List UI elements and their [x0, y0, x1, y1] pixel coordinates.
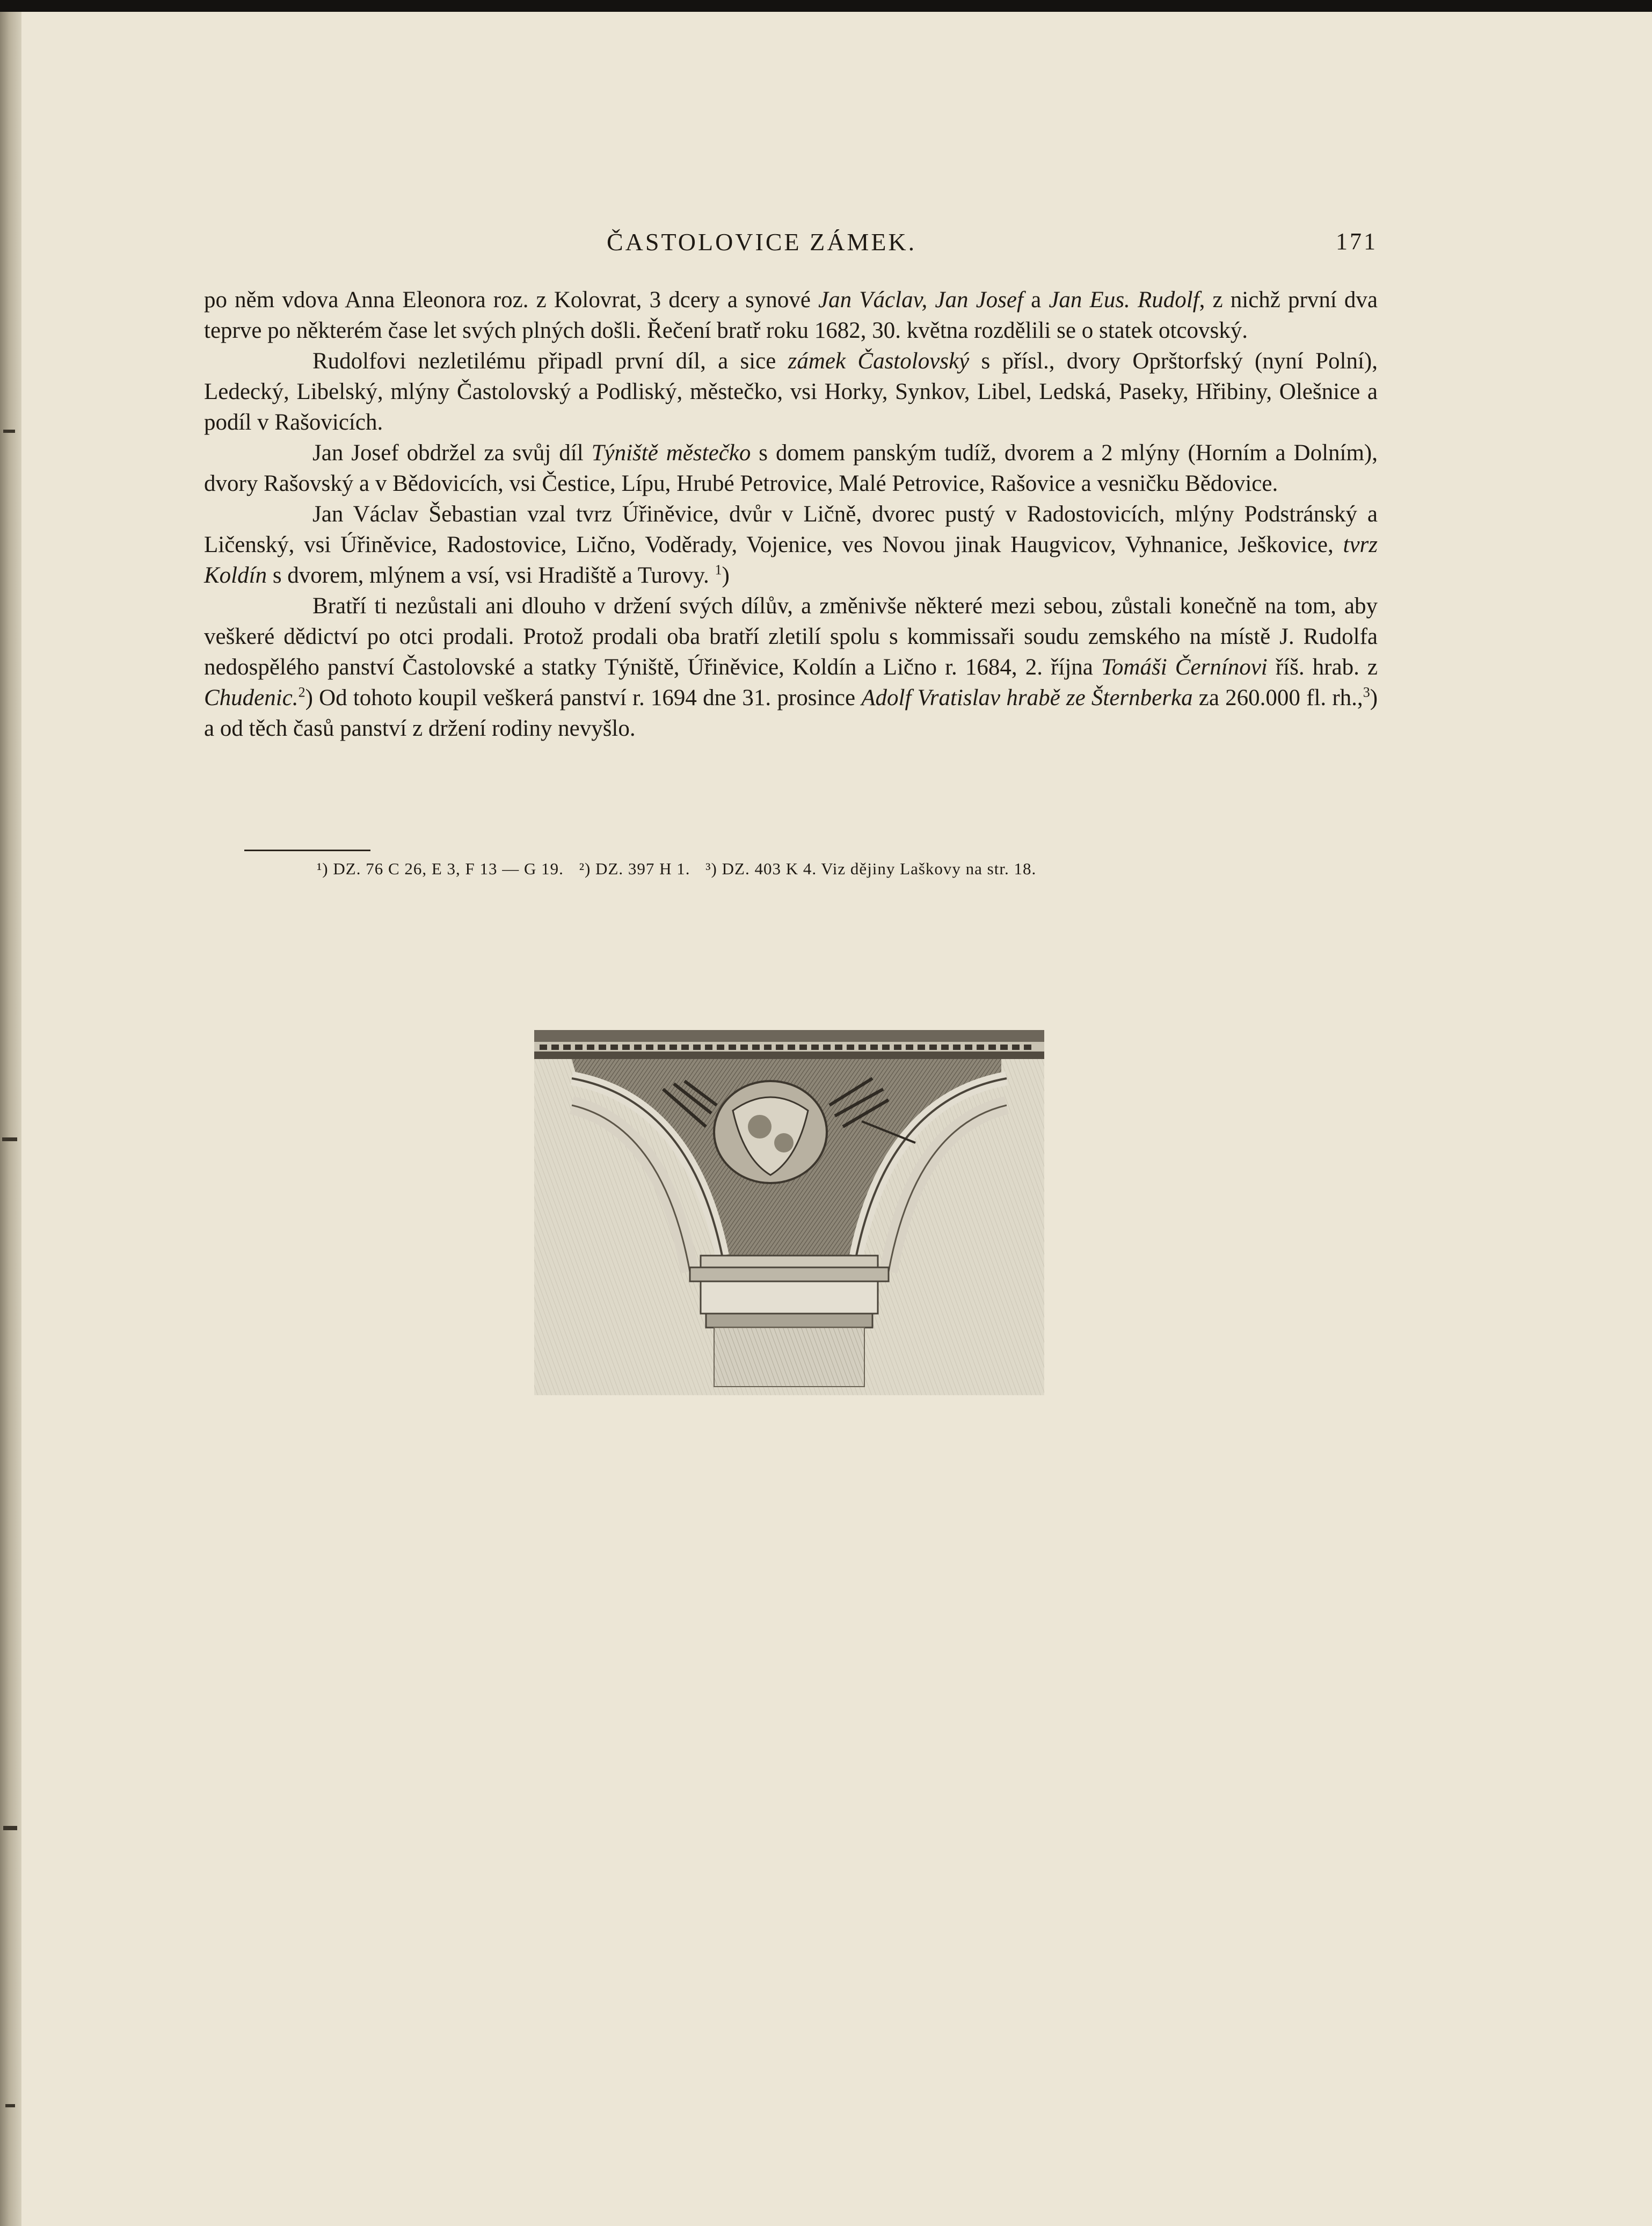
running-header: ČASTOLOVICE ZÁMEK. — [607, 228, 917, 256]
footnotes — [317, 859, 1283, 879]
italic-name: tvrz Koldín — [204, 532, 1378, 588]
edge-mark — [2, 1137, 17, 1141]
page-binding-edge — [0, 12, 21, 2226]
capital-engraving — [529, 1019, 1050, 1395]
paragraph: Jan Josef obdržel za svůj díl Týniště městečko s domem panským tudíž, dvorem a 2 mlýny (Horním a Dolním), dvory Rašovský a v Bědovicích, vsi Čestice, Lípu, Hrubé Petrovice, Malé Petrovice, Rašovice a vesničku Bědovice. — [204, 440, 1378, 496]
paragraph: po něm vdova Anna Eleonora roz. z Kolovrat, 3 dcery a synové Jan Václav, Jan Josef a Jan Eus. Rudolf, z nichž první dva teprve po některém čase let svých plných došli. Řečení bratř roku 1682, 30. května rozdělili se o statek otcovský. — [204, 287, 1378, 343]
paragraph: Rudolfovi nezletilému připadl první díl, a sice zámek Častolovský s přísl., dvory Oprštorfský (nyní Polní), Ledecký, Libelský, mlýny Častolovský a Podliský, městečko, vsi Horky, Synkov, Libel, Ledská, Paseky, Hřibiny, Olešnice a podíl v Rašovicích. — [204, 349, 1378, 435]
paragraph: Bratří ti nezůstali ani dlouho v držení svých dílův, a změnivše některé mezi sebou, zůstali konečně na tom, aby veškeré dědictví po otci prodali. Protož prodali oba bratří zletilí spolu s kommissaři soudu zemského na místě J. Rudolfa nedospělého panství Častolovské a statky Týniště, Úřiněvice, Koldín a Lično r. 1684, 2. října Tomáši Černínovi říš. hrab. z Chudenic.$^2$) Od tohoto koupil veškerá panství r. 1694 dne 31. prosince Adolf Vratislav hrabě ze Šternberka za 260.000 fl. rh.,$^3$) a od těch časů panství z držení rodiny nevyšlo. — [204, 593, 1378, 741]
italic-name: Chudenic. — [204, 685, 299, 710]
page-number: 171 — [1336, 228, 1378, 255]
italic-name: Jan Eus. Rudolf — [1049, 287, 1199, 313]
italic-name: Tomáši Černínovi — [1101, 655, 1268, 680]
footnote-ref[interactable]: 1 — [715, 562, 722, 578]
footnote-ref[interactable]: 2 — [298, 684, 305, 700]
paragraph: Jan Václav Šebastian vzal tvrz Úřiněvice, dvůr v Ličně, dvorec pustý v Radostovicích, mlýny Podstránský a Ličenský, vsi Úřiněvice, Radostovice, Lično, Voděrady, Vojenice, ves Novou jinak Haugvicov, Vyhnanice, Ješkovice, tvrz Koldín s dvorem, mlýnem a vsí, vsi Hradiště a Turovy. $^1$) — [204, 502, 1378, 588]
italic-name: Jan Václav, Jan Josef — [818, 287, 1023, 313]
footnote-2: ²) DZ. 397 H 1. — [579, 859, 690, 878]
footnote-3: ³) DZ. 403 K 4. Viz dějiny Laškovy na str. 18. — [705, 859, 1037, 878]
footnote-rule — [244, 850, 370, 851]
italic-name: zámek Častolovský — [788, 349, 970, 374]
scan-border — [0, 0, 1652, 12]
footnote-1: ¹) DZ. 76 C 26, E 3, F 13 — G 19. — [317, 859, 564, 878]
edge-mark — [3, 1826, 17, 1830]
edge-mark — [3, 430, 15, 433]
footnote-ref[interactable]: 3 — [1363, 684, 1370, 700]
body-text — [204, 285, 1378, 744]
italic-name: Týniště městečko — [591, 440, 751, 466]
italic-name: Adolf Vratislav hrabě ze Šternberka — [861, 685, 1193, 710]
edge-mark — [5, 2104, 15, 2107]
